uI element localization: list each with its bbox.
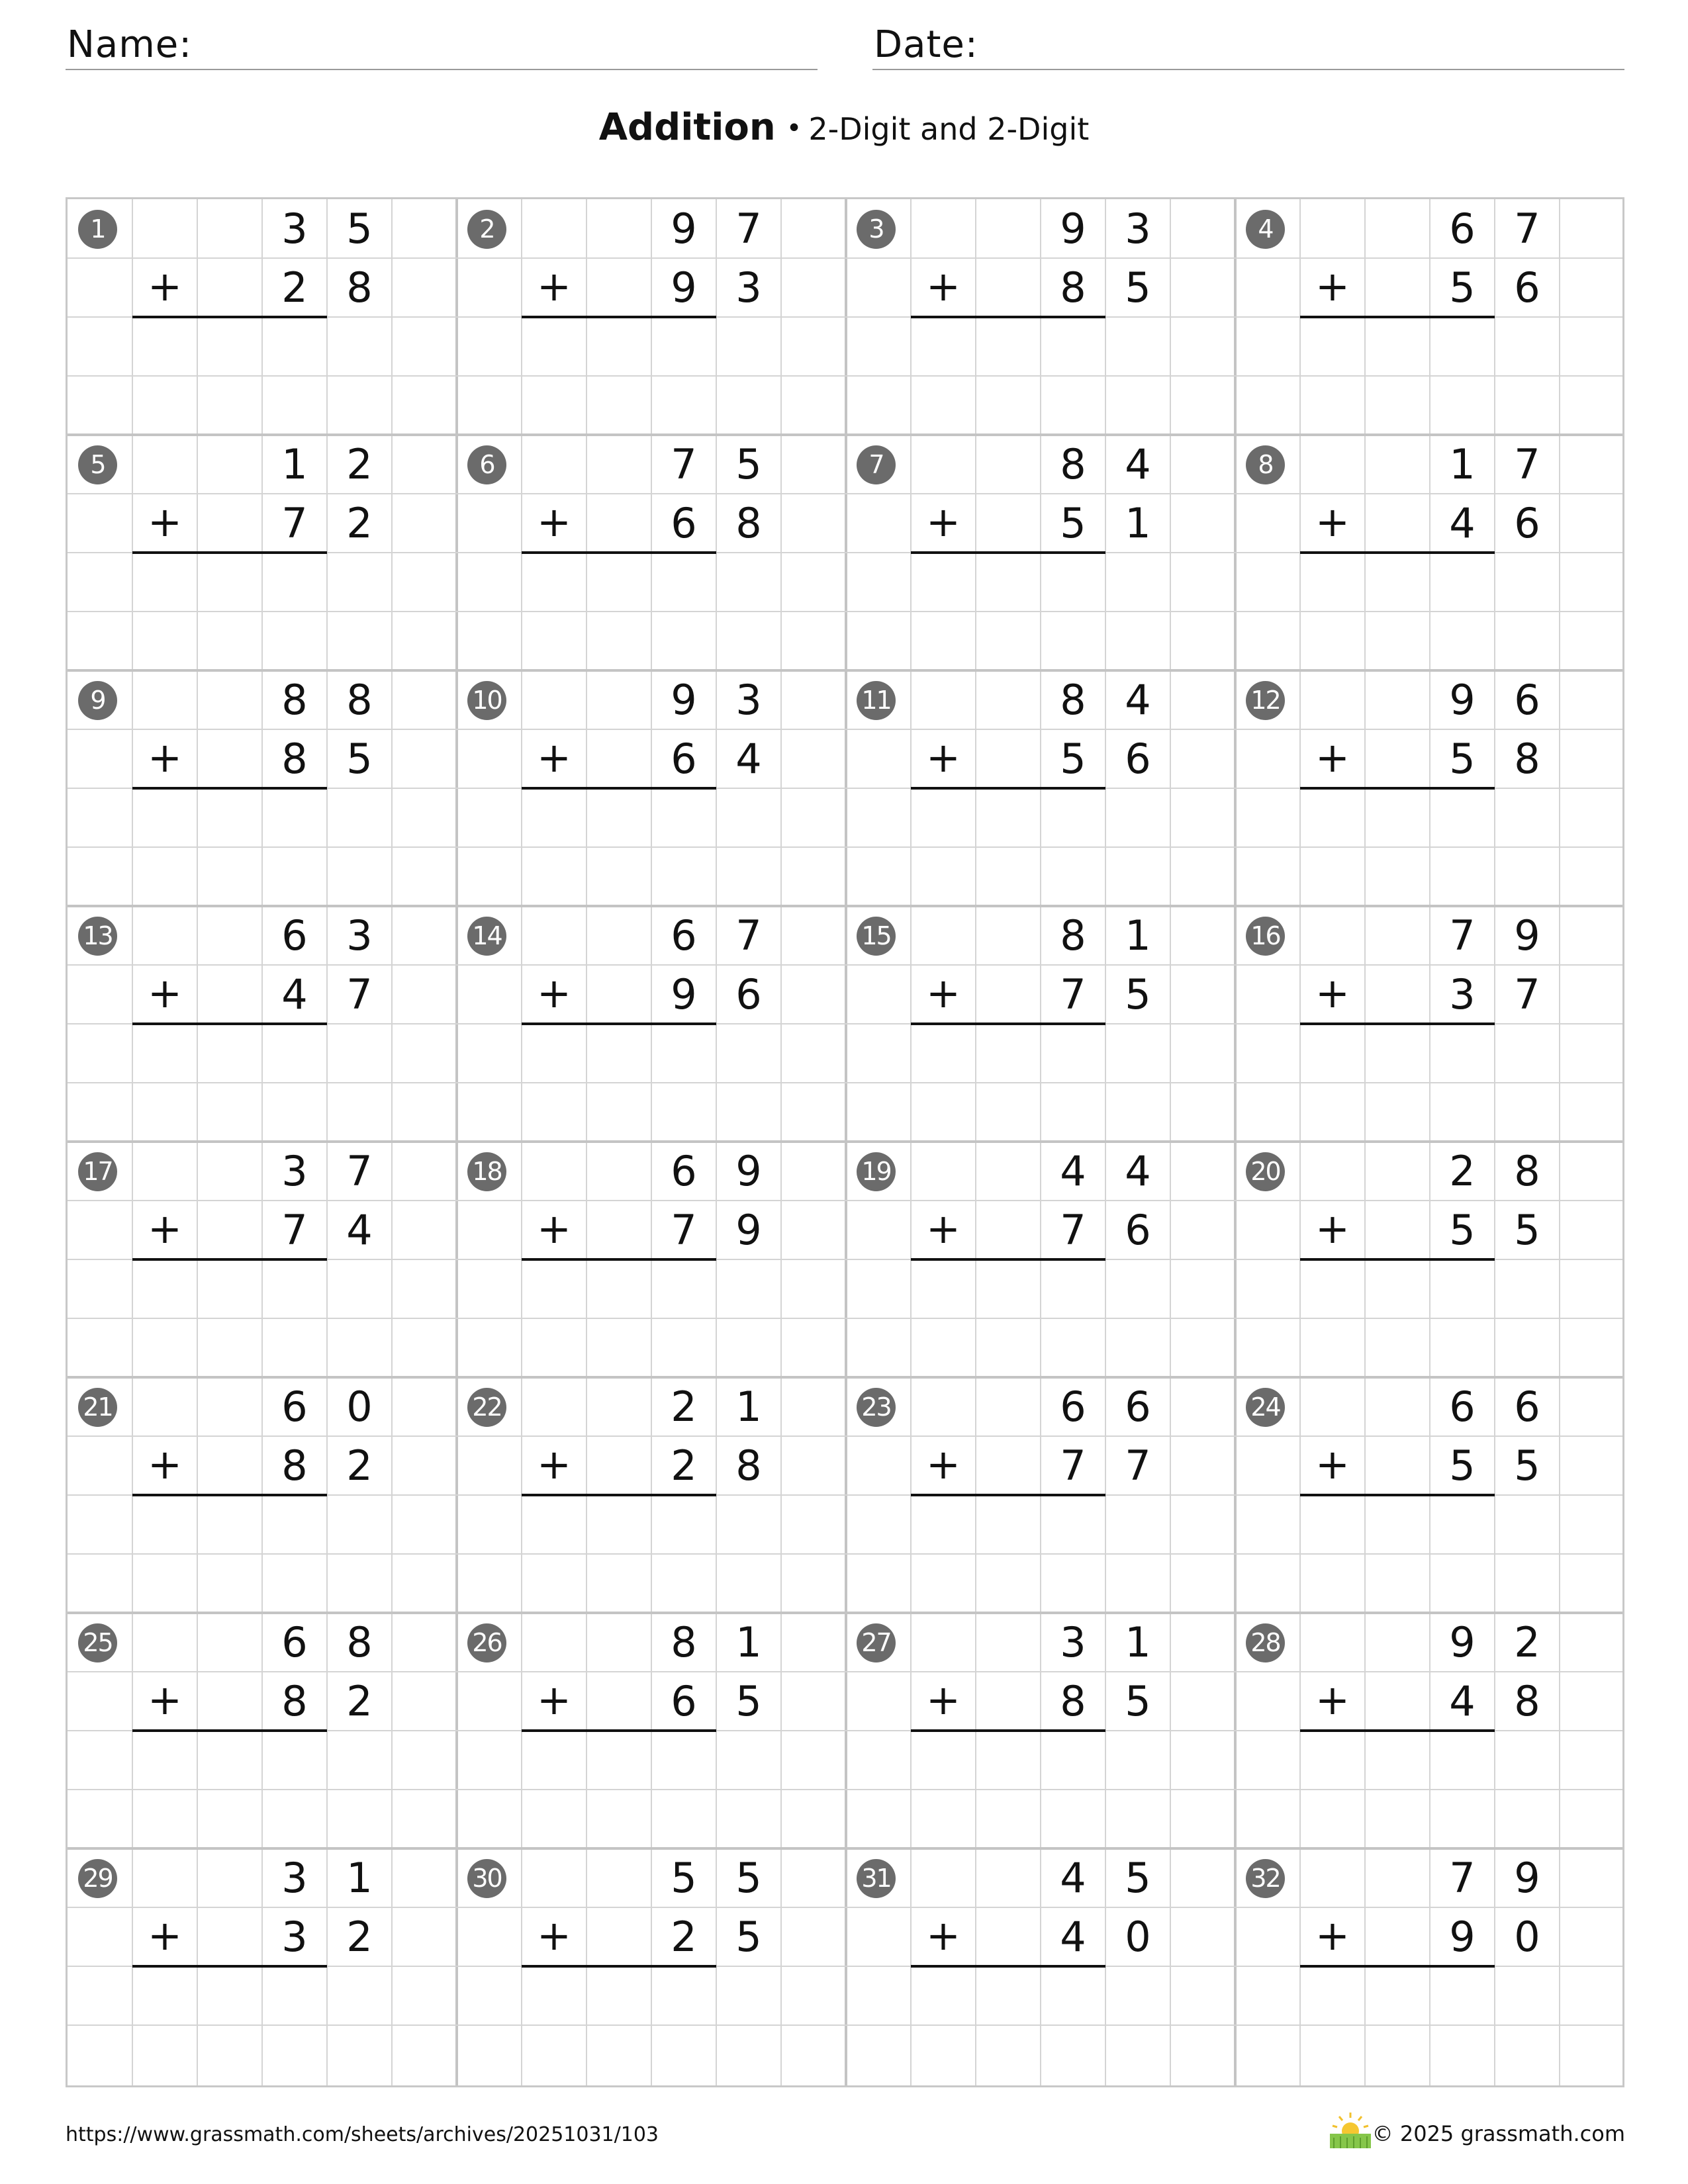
problem-11 xyxy=(846,670,1235,907)
bottom-ones-digit: 2 xyxy=(346,1677,373,1725)
bottom-tens-digit: 4 xyxy=(281,970,308,1019)
top-ones-digit: 2 xyxy=(346,440,373,488)
plus-sign: + xyxy=(1315,262,1350,310)
answer-line xyxy=(522,787,716,790)
answer-line xyxy=(522,551,716,554)
plus-sign: + xyxy=(1315,1911,1350,1960)
top-ones-digit: 4 xyxy=(1125,440,1151,488)
plus-sign: + xyxy=(926,1205,961,1253)
bottom-tens-digit: 5 xyxy=(1449,1441,1476,1490)
answer-line xyxy=(1300,551,1495,554)
top-tens-digit: 6 xyxy=(281,911,308,960)
bottom-ones-digit: 3 xyxy=(735,263,762,312)
problem-5 xyxy=(68,435,457,671)
bottom-ones-digit: 7 xyxy=(346,970,373,1019)
top-tens-digit: 3 xyxy=(281,1854,308,1902)
plus-sign: + xyxy=(148,1676,182,1724)
top-tens-digit: 7 xyxy=(1449,911,1476,960)
bottom-ones-digit: 8 xyxy=(346,263,373,312)
bottom-tens-digit: 2 xyxy=(671,1913,697,1961)
top-tens-digit: 1 xyxy=(281,440,308,488)
bottom-ones-digit: 5 xyxy=(1125,970,1151,1019)
bottom-ones-digit: 7 xyxy=(1125,1441,1151,1490)
bottom-tens-digit: 6 xyxy=(671,735,697,783)
bottom-ones-digit: 2 xyxy=(346,499,373,547)
bottom-tens-digit: 5 xyxy=(1060,735,1086,783)
problem-32 xyxy=(1235,1848,1624,2085)
bottom-tens-digit: 9 xyxy=(671,970,697,1019)
top-tens-digit: 9 xyxy=(1449,676,1476,724)
plus-sign: + xyxy=(148,498,182,546)
problem-31 xyxy=(846,1848,1235,2085)
bottom-tens-digit: 7 xyxy=(281,499,308,547)
top-tens-digit: 9 xyxy=(671,205,697,253)
bottom-tens-digit: 7 xyxy=(1060,1206,1086,1254)
problem-15 xyxy=(846,906,1235,1142)
bottom-tens-digit: 2 xyxy=(671,1441,697,1490)
answer-line xyxy=(911,1494,1105,1496)
top-ones-digit: 8 xyxy=(1514,1147,1540,1195)
answer-line xyxy=(132,1258,327,1261)
top-ones-digit: 3 xyxy=(346,911,373,960)
answer-line xyxy=(911,551,1105,554)
problem-number-badge: 8 xyxy=(1246,445,1285,484)
answer-line xyxy=(522,1023,716,1025)
problem-number-badge: 25 xyxy=(78,1623,117,1662)
plus-sign: + xyxy=(537,1911,571,1960)
top-ones-digit: 5 xyxy=(346,205,373,253)
problem-13 xyxy=(68,906,457,1142)
answer-line xyxy=(911,316,1105,318)
top-tens-digit: 3 xyxy=(1060,1618,1086,1666)
problem-14 xyxy=(457,906,846,1142)
problem-26 xyxy=(457,1613,846,1849)
bottom-tens-digit: 8 xyxy=(281,1677,308,1725)
problem-number-badge: 20 xyxy=(1246,1152,1285,1191)
problem-number-badge: 11 xyxy=(857,681,896,720)
bottom-ones-digit: 9 xyxy=(735,1206,762,1254)
top-tens-digit: 3 xyxy=(281,1147,308,1195)
answer-line xyxy=(132,1023,327,1025)
bottom-tens-digit: 7 xyxy=(1060,970,1086,1019)
bottom-tens-digit: 9 xyxy=(671,263,697,312)
plus-sign: + xyxy=(926,498,961,546)
bottom-tens-digit: 5 xyxy=(1449,1206,1476,1254)
problem-number-badge: 12 xyxy=(1246,681,1285,720)
answer-line xyxy=(132,1729,327,1732)
top-tens-digit: 7 xyxy=(671,440,697,488)
plus-sign: + xyxy=(1315,1676,1350,1724)
name-label: Name: xyxy=(67,23,193,66)
problem-9 xyxy=(68,670,457,907)
bottom-ones-digit: 8 xyxy=(735,1441,762,1490)
top-tens-digit: 4 xyxy=(1060,1147,1086,1195)
bottom-ones-digit: 2 xyxy=(346,1913,373,1961)
bottom-ones-digit: 4 xyxy=(735,735,762,783)
plus-sign: + xyxy=(1315,498,1350,546)
answer-line xyxy=(911,1729,1105,1732)
bottom-tens-digit: 3 xyxy=(281,1913,308,1961)
problem-number-badge: 24 xyxy=(1246,1388,1285,1427)
plus-sign: + xyxy=(1315,969,1350,1017)
bottom-ones-digit: 8 xyxy=(735,499,762,547)
problem-number-badge: 22 xyxy=(467,1388,506,1427)
top-ones-digit: 7 xyxy=(1514,440,1540,488)
problem-number-badge: 9 xyxy=(78,681,117,720)
top-tens-digit: 9 xyxy=(1449,1618,1476,1666)
top-ones-digit: 2 xyxy=(1514,1618,1540,1666)
top-ones-digit: 1 xyxy=(735,1383,762,1431)
top-ones-digit: 1 xyxy=(346,1854,373,1902)
plus-sign: + xyxy=(148,1911,182,1960)
answer-line xyxy=(1300,1729,1495,1732)
answer-line xyxy=(1300,1258,1495,1261)
top-ones-digit: 9 xyxy=(1514,911,1540,960)
bottom-tens-digit: 8 xyxy=(1060,1677,1086,1725)
plus-sign: + xyxy=(537,733,571,782)
date-label: Date: xyxy=(874,23,978,66)
plus-sign: + xyxy=(537,498,571,546)
bottom-ones-digit: 1 xyxy=(1125,499,1151,547)
answer-line xyxy=(522,316,716,318)
answer-line xyxy=(1300,316,1495,318)
top-ones-digit: 0 xyxy=(346,1383,373,1431)
problem-number-badge: 3 xyxy=(857,210,896,249)
problem-grid xyxy=(66,197,1624,2087)
problem-number-badge: 6 xyxy=(467,445,506,484)
plus-sign: + xyxy=(148,262,182,310)
bottom-ones-digit: 0 xyxy=(1514,1913,1540,1961)
top-tens-digit: 8 xyxy=(1060,911,1086,960)
answer-line xyxy=(132,316,327,318)
bottom-ones-digit: 5 xyxy=(735,1913,762,1961)
bottom-tens-digit: 3 xyxy=(1449,970,1476,1019)
problem-number-badge: 17 xyxy=(78,1152,117,1191)
bottom-ones-digit: 5 xyxy=(1125,1677,1151,1725)
bottom-ones-digit: 8 xyxy=(1514,1677,1540,1725)
problem-number-badge: 15 xyxy=(857,917,896,956)
title-main: Addition xyxy=(598,106,776,149)
top-ones-digit: 5 xyxy=(1125,1854,1151,1902)
answer-line xyxy=(522,1494,716,1496)
answer-line xyxy=(1300,1494,1495,1496)
problem-20 xyxy=(1235,1142,1624,1378)
plus-sign: + xyxy=(926,1676,961,1724)
top-tens-digit: 6 xyxy=(281,1618,308,1666)
problem-25 xyxy=(68,1613,457,1849)
problem-number-badge: 21 xyxy=(78,1388,117,1427)
problem-number-badge: 29 xyxy=(78,1859,117,1898)
answer-line xyxy=(132,1965,327,1968)
problem-16 xyxy=(1235,906,1624,1142)
answer-line xyxy=(132,787,327,790)
bottom-tens-digit: 7 xyxy=(1060,1441,1086,1490)
answer-line xyxy=(132,551,327,554)
bottom-tens-digit: 7 xyxy=(671,1206,697,1254)
top-tens-digit: 1 xyxy=(1449,440,1476,488)
plus-sign: + xyxy=(537,1440,571,1488)
plus-sign: + xyxy=(537,262,571,310)
problem-19 xyxy=(846,1142,1235,1378)
problem-number-badge: 26 xyxy=(467,1623,506,1662)
problem-number-badge: 18 xyxy=(467,1152,506,1191)
problem-number-badge: 16 xyxy=(1246,917,1285,956)
top-tens-digit: 7 xyxy=(1449,1854,1476,1902)
problem-number-badge: 28 xyxy=(1246,1623,1285,1662)
top-ones-digit: 6 xyxy=(1125,1383,1151,1431)
problem-number-badge: 30 xyxy=(467,1859,506,1898)
problem-17 xyxy=(68,1142,457,1378)
top-ones-digit: 8 xyxy=(346,1618,373,1666)
answer-line xyxy=(1300,1965,1495,1968)
top-ones-digit: 1 xyxy=(1125,1618,1151,1666)
top-ones-digit: 4 xyxy=(1125,676,1151,724)
bottom-ones-digit: 6 xyxy=(1514,499,1540,547)
problem-30 xyxy=(457,1848,846,2085)
problem-number-badge: 7 xyxy=(857,445,896,484)
answer-line xyxy=(522,1729,716,1732)
plus-sign: + xyxy=(926,1911,961,1960)
plus-sign: + xyxy=(148,1205,182,1253)
problem-3 xyxy=(846,199,1235,435)
problem-number-badge: 4 xyxy=(1246,210,1285,249)
problem-number-badge: 14 xyxy=(467,917,506,956)
bottom-tens-digit: 2 xyxy=(281,263,308,312)
top-tens-digit: 6 xyxy=(671,911,697,960)
top-tens-digit: 6 xyxy=(1060,1383,1086,1431)
problem-number-badge: 13 xyxy=(78,917,117,956)
answer-line xyxy=(522,1258,716,1261)
bottom-ones-digit: 0 xyxy=(1125,1913,1151,1961)
top-ones-digit: 3 xyxy=(1125,205,1151,253)
problem-24 xyxy=(1235,1377,1624,1614)
answer-line xyxy=(911,1258,1105,1261)
problem-4 xyxy=(1235,199,1624,435)
plus-sign: + xyxy=(1315,1205,1350,1253)
bottom-tens-digit: 4 xyxy=(1449,499,1476,547)
plus-sign: + xyxy=(148,969,182,1017)
plus-sign: + xyxy=(537,969,571,1017)
problem-22 xyxy=(457,1377,846,1614)
title-bullet: • xyxy=(786,113,802,144)
top-tens-digit: 5 xyxy=(671,1854,697,1902)
top-ones-digit: 1 xyxy=(735,1618,762,1666)
bottom-ones-digit: 4 xyxy=(346,1206,373,1254)
problem-number-badge: 27 xyxy=(857,1623,896,1662)
top-tens-digit: 9 xyxy=(671,676,697,724)
problem-18 xyxy=(457,1142,846,1378)
worksheet-title xyxy=(0,106,1688,149)
answer-line xyxy=(132,1494,327,1496)
bottom-ones-digit: 2 xyxy=(346,1441,373,1490)
problem-6 xyxy=(457,435,846,671)
bottom-ones-digit: 6 xyxy=(735,970,762,1019)
answer-line xyxy=(911,1023,1105,1025)
bottom-tens-digit: 9 xyxy=(1449,1913,1476,1961)
title-subtitle: 2-Digit and 2-Digit xyxy=(808,111,1090,147)
problem-number-badge: 5 xyxy=(78,445,117,484)
bottom-tens-digit: 8 xyxy=(281,735,308,783)
top-tens-digit: 2 xyxy=(671,1383,697,1431)
problem-23 xyxy=(846,1377,1235,1614)
bottom-ones-digit: 6 xyxy=(1514,263,1540,312)
bottom-ones-digit: 5 xyxy=(735,1677,762,1725)
answer-line xyxy=(1300,787,1495,790)
plus-sign: + xyxy=(148,1440,182,1488)
bottom-ones-digit: 7 xyxy=(1514,970,1540,1019)
problem-10 xyxy=(457,670,846,907)
bottom-ones-digit: 5 xyxy=(1514,1441,1540,1490)
problem-28 xyxy=(1235,1613,1624,1849)
bottom-tens-digit: 6 xyxy=(671,1677,697,1725)
plus-sign: + xyxy=(926,969,961,1017)
grass-sun-logo-icon xyxy=(1327,2111,1374,2150)
bottom-tens-digit: 5 xyxy=(1449,735,1476,783)
bottom-tens-digit: 4 xyxy=(1060,1913,1086,1961)
problem-2 xyxy=(457,199,846,435)
bottom-ones-digit: 6 xyxy=(1125,735,1151,783)
top-ones-digit: 8 xyxy=(346,676,373,724)
plus-sign: + xyxy=(926,1440,961,1488)
answer-line xyxy=(911,1965,1105,1968)
date-field[interactable] xyxy=(872,20,1624,70)
plus-sign: + xyxy=(1315,733,1350,782)
problem-29 xyxy=(68,1848,457,2085)
top-tens-digit: 6 xyxy=(671,1147,697,1195)
problem-number-badge: 2 xyxy=(467,210,506,249)
top-ones-digit: 7 xyxy=(735,205,762,253)
top-tens-digit: 2 xyxy=(1449,1147,1476,1195)
top-ones-digit: 5 xyxy=(735,1854,762,1902)
top-ones-digit: 3 xyxy=(735,676,762,724)
problem-number-badge: 23 xyxy=(857,1388,896,1427)
problem-21 xyxy=(68,1377,457,1614)
problem-number-badge: 32 xyxy=(1246,1859,1285,1898)
top-tens-digit: 8 xyxy=(1060,440,1086,488)
bottom-tens-digit: 8 xyxy=(1060,263,1086,312)
top-ones-digit: 9 xyxy=(1514,1854,1540,1902)
problem-27 xyxy=(846,1613,1235,1849)
top-ones-digit: 6 xyxy=(1514,1383,1540,1431)
problem-number-badge: 1 xyxy=(78,210,117,249)
top-tens-digit: 6 xyxy=(281,1383,308,1431)
bottom-tens-digit: 8 xyxy=(281,1441,308,1490)
problem-8 xyxy=(1235,435,1624,671)
bottom-ones-digit: 6 xyxy=(1125,1206,1151,1254)
problem-1 xyxy=(68,199,457,435)
answer-line xyxy=(1300,1023,1495,1025)
top-tens-digit: 6 xyxy=(1449,1383,1476,1431)
bottom-ones-digit: 5 xyxy=(346,735,373,783)
problem-7 xyxy=(846,435,1235,671)
problem-number-badge: 10 xyxy=(467,681,506,720)
top-ones-digit: 7 xyxy=(1514,205,1540,253)
top-ones-digit: 6 xyxy=(1514,676,1540,724)
bottom-ones-digit: 5 xyxy=(1125,263,1151,312)
footer-copyright: © 2025 grassmath.com xyxy=(1372,2121,1625,2146)
problem-12 xyxy=(1235,670,1624,907)
plus-sign: + xyxy=(1315,1440,1350,1488)
name-field[interactable] xyxy=(66,20,818,70)
bottom-tens-digit: 6 xyxy=(671,499,697,547)
plus-sign: + xyxy=(537,1676,571,1724)
problem-number-badge: 31 xyxy=(857,1859,896,1898)
bottom-tens-digit: 7 xyxy=(281,1206,308,1254)
bottom-tens-digit: 5 xyxy=(1449,263,1476,312)
bottom-ones-digit: 5 xyxy=(1514,1206,1540,1254)
top-ones-digit: 1 xyxy=(1125,911,1151,960)
top-ones-digit: 4 xyxy=(1125,1147,1151,1195)
bottom-tens-digit: 4 xyxy=(1449,1677,1476,1725)
footer-url[interactable]: https://www.grassmath.com/sheets/archives/20251031/103 xyxy=(66,2123,659,2146)
top-tens-digit: 8 xyxy=(671,1618,697,1666)
plus-sign: + xyxy=(148,733,182,782)
top-tens-digit: 8 xyxy=(1060,676,1086,724)
top-tens-digit: 3 xyxy=(281,205,308,253)
top-ones-digit: 7 xyxy=(346,1147,373,1195)
problem-number-badge: 19 xyxy=(857,1152,896,1191)
answer-line xyxy=(522,1965,716,1968)
top-ones-digit: 9 xyxy=(735,1147,762,1195)
top-tens-digit: 4 xyxy=(1060,1854,1086,1902)
plus-sign: + xyxy=(926,262,961,310)
bottom-tens-digit: 5 xyxy=(1060,499,1086,547)
top-tens-digit: 9 xyxy=(1060,205,1086,253)
top-tens-digit: 8 xyxy=(281,676,308,724)
plus-sign: + xyxy=(537,1205,571,1253)
top-ones-digit: 5 xyxy=(735,440,762,488)
plus-sign: + xyxy=(926,733,961,782)
bottom-ones-digit: 8 xyxy=(1514,735,1540,783)
top-ones-digit: 7 xyxy=(735,911,762,960)
answer-line xyxy=(911,787,1105,790)
top-tens-digit: 6 xyxy=(1449,205,1476,253)
